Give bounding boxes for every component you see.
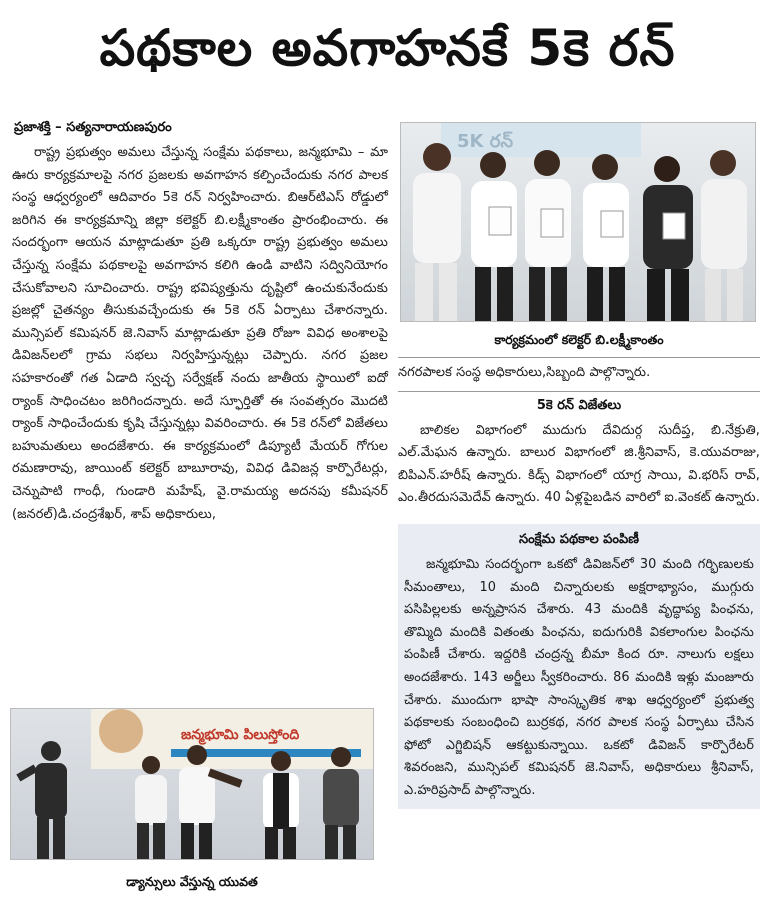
- right-continuation: నగరపాలక సంస్థ అధికారులు,సిబ్బంది పాల్గొన్నారు.: [398, 365, 651, 380]
- run-banner-text: 5K రన్: [457, 131, 514, 152]
- headline: పథకాల అవగాహనకే 5కె రన్: [99, 18, 676, 77]
- photo-collector-event: [400, 122, 756, 322]
- divider: [398, 391, 760, 392]
- photo-bottom-caption: డ్యాన్సులు వేస్తున్న యువత: [126, 874, 258, 889]
- welfare-heading: సంక్షేమ పథకాల పంపిణీ: [518, 531, 640, 547]
- left-paragraph: రాష్ట్ర ప్రభుత్వం అమలు చేస్తున్న సంక్షేమ పథకాలు, జన్మభూమి – మా ఊరు కార్యక్రమాలపై నగర ప్రజలకు అవగాహన కల్పించేందుకు నగర పాలక సంస్థ ఆధ్వర్యంలో ఆదివారం 5కె రన్ నిర్వహించారు. బిఆర్‌టిఎస్ రోడ్డులో జరిగిన ఈ కార్యక్రమాన్ని జిల్లా కలెక్టర్ బి.లక్ష్మీకాంతం ప్రారంభించారు. ఈ సందర్భంగా ఆయన మాట్లాడుతూ ప్రతి ఒక్కరూ రాష్ట్ర ప్రభుత్వం అమలు చేస్తున్న సంక్షేమ పథకాలపై అవగాహన కలిగి ఉండి వాటిని సద్వినియోగం చేసుకోవాలని సూచించారు. రాష్ట్ర భవిష్యత్తును దృష్టిలో ఉంచుకునేందుకు ప్రజల్లో చైతన్యం తీసుకువచ్చేందుకు ఈ 5కె రన్ ఏర్పాటు చేశారన్నారు. మున్సిపల్ కమిషనర్ జె.నివాస్ మాట్లాడుతూ ప్రతి రోజూ వివిధ అంశాలపై డివిజన్‌లలో గ్రామ సభలు నిర్వహిస్తున్నట్లు చెప్పారు. నగర ప్రజల సహకారంతో గత ఏడాది స్వచ్ఛ సర్వేక్షణ్ నందు జాతీయ స్థాయిలో ఐదో ర్యాంక్ సాధించటం జరిగిందన్నారు. అదే స్ఫూర్తితో ఈ సంవత్సరం మొదటి ర్యాంక్ సాధించేందుకు కృషి చేస్తున్నట్లు వివరించారు. ఈ 5కె రన్‌లో విజేతలు బహుమతులు అందజేశారు. ఈ కార్యక్రమంలో డిప్యూటీ మేయర్ గోగుల రమణారావు, జాయింట్ కలెక్టర్ బాబూరావు, వివిధ డివిజన్ల కార్పొరేటర్లు, చెన్నుపాటి గాంధీ, గుండారి మహేష్, వై.రామయ్య అదనపు కమీషనర్ (జనరల్)డి.చంద్రశేఖర్, శాప్ అధికారులు,: [12, 145, 388, 522]
- dateline: ప్రజాశక్తి – సత్యనారాయణపురం: [14, 120, 172, 135]
- welfare-box: [398, 524, 760, 809]
- dance-banner-text: జన్మభూమి పిలుస్తోంది: [181, 727, 300, 743]
- photo-youth-dancing: [10, 708, 374, 860]
- winners-paragraph: బాలికల విభాగంలో ముదుగు దేవిదుర్గ సుదీప్త, బి.నేక్రుతి, ఎల్.మేఘన ఉన్నారు. బాలుర విభాగంలో జి.శ్రీనివాస్, కె.యువరాజు, బిపిఎన్.హరీష్ ఉన్నారు. కిడ్స్ విభాగంలో యాగ్ర సాయి, వి.భరిస్ రావ్, ఎం.తీరదుసమెదేవ్ ఉన్నారు. 40 ఏళ్లపైబడిన వారిలో ఐ.వెంకట్ ఉన్నారు.: [398, 422, 760, 506]
- right-column: [398, 120, 760, 809]
- photo-top-caption: కార్యక్రమంలో కలెక్టర్ బి.లక్ష్మీకాంతం: [398, 324, 760, 358]
- collector-photo-illustration: [401, 123, 756, 322]
- winners-heading: 5కె రన్ విజేతలు: [536, 397, 622, 413]
- left-column: [12, 120, 388, 526]
- dance-photo-illustration: [11, 709, 374, 860]
- welfare-paragraph: జన్మభూమి సందర్భంగా ఒకటో డివిజన్‌లో 30 మంది గర్భిణులకు సీమంతాలు, 10 మంది చిన్నారులకు అక్షరాభ్యాసం, ముగ్గురు పసిపిల్లలకు అన్నప్రాసన చేశారు. 43 మందికి వృద్ధాప్య పింఛను, తొమ్మిది మందికి వితంతు పింఛను, ఐదుగురికి వికలాంగుల పింఛను పంపిణీ చేశారు. ఇద్దరికి చంద్రన్న బీమా కింద రూ. నాలుగు లక్షలు అందజేశారు. 143 అర్జీలు స్వీకరించారు. 86 మందికి ఇళ్లు మంజూరు చేశారు. ముందుగా భాషా సాంస్కృతిక శాఖ ఆధ్వర్యంలో ప్రభుత్వ పథకాలకు సంబంధించి బుర్రకథ, నగర పాలక సంస్థ ఏర్పాటు చేసిన ఫోటో ఎగ్జిబిషన్ ఆకట్టుకున్నాయి. ఒకటో డివిజన్ కార్పొరేటర్ శివరంజని, మున్సిపల్ కమిషనర్ జె.నివాస్, అధికారులు శ్రీనివాస్, ఎ.హరిప్రసాద్ పాల్గొన్నారు.: [404, 556, 754, 798]
